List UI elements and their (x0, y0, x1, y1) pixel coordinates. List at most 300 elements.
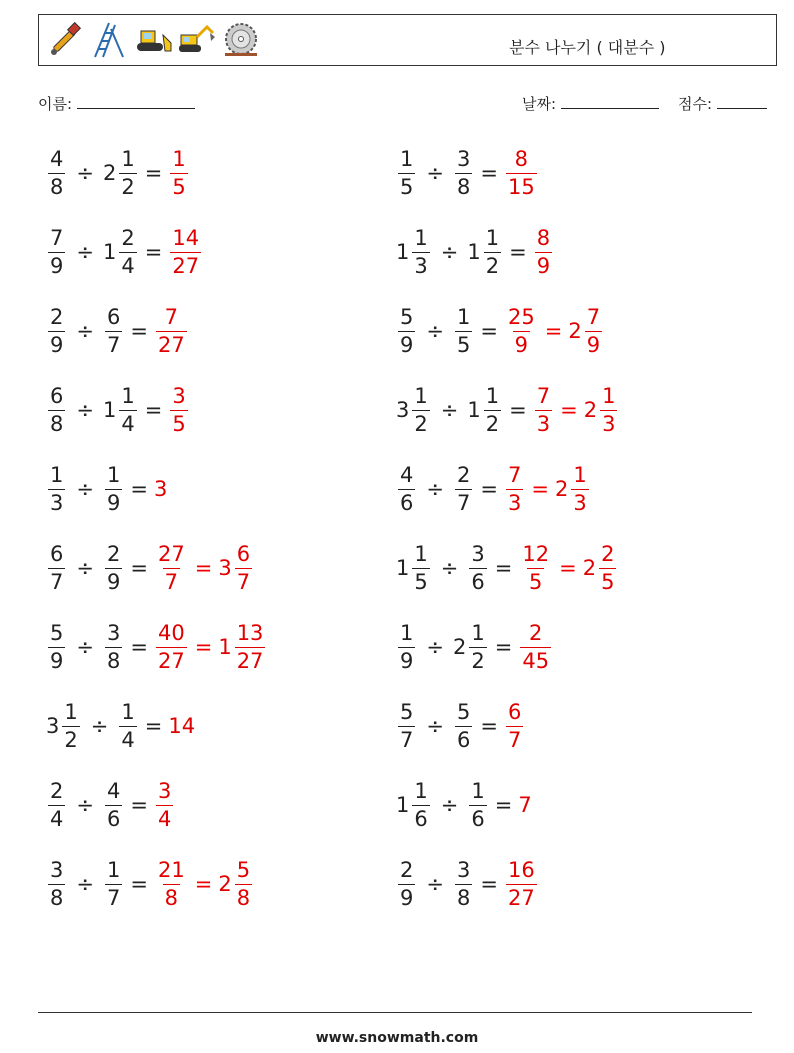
equals-sign: = (494, 556, 513, 580)
answer-numerator: 27 (157, 541, 185, 566)
dividend-numerator: 1 (64, 699, 78, 724)
problem-item (46, 852, 254, 916)
answer-fraction (600, 383, 617, 438)
divisor (453, 462, 474, 517)
dividend-fraction (48, 778, 65, 833)
divide-sign: ÷ (426, 635, 444, 659)
name-blank[interactable] (77, 94, 195, 109)
answer-fraction (156, 304, 187, 359)
dividend (46, 462, 67, 517)
divisor (103, 225, 139, 280)
equals-sign: = (130, 319, 148, 343)
answer-denominator: 27 (236, 648, 264, 673)
divisor-denominator: 7 (456, 490, 471, 515)
equals-sign: = (130, 477, 148, 501)
answer (504, 304, 539, 359)
divisor-numerator: 2 (456, 462, 471, 487)
problem-item (46, 141, 190, 205)
divisor-fraction (455, 857, 472, 912)
divisor (103, 383, 139, 438)
dividend-denominator: 6 (400, 490, 414, 515)
divide-sign: ÷ (426, 714, 444, 738)
divisor-denominator: 6 (471, 806, 485, 831)
divisor (453, 620, 489, 675)
dividend-fraction (412, 778, 429, 833)
divisor-fraction (105, 778, 122, 833)
divisor-numerator: 1 (106, 857, 121, 882)
answer (168, 146, 189, 201)
divisor (467, 225, 503, 280)
divisor (103, 620, 124, 675)
divisor-denominator: 7 (106, 885, 121, 910)
answer (504, 699, 525, 754)
dividend-numerator: 5 (50, 620, 64, 645)
divide-sign: ÷ (76, 161, 94, 185)
footer-divider (38, 1012, 752, 1013)
equals-sign: = (480, 161, 498, 185)
problem-item (396, 615, 553, 679)
answer-equals-sign: = (194, 635, 213, 659)
divisor-numerator: 4 (106, 778, 121, 803)
dividend-denominator: 5 (414, 569, 428, 594)
answer-denominator: 3 (536, 411, 551, 436)
divisor-numerator: 1 (121, 383, 135, 408)
dividend-numerator: 1 (414, 383, 428, 408)
answer-numerator: 14 (172, 225, 200, 250)
divisor-fraction (455, 462, 472, 517)
divisor-denominator: 2 (471, 648, 485, 673)
answer-denominator: 15 (507, 174, 535, 199)
dividend-denominator: 9 (50, 253, 64, 278)
answer-fraction (535, 225, 552, 280)
divide-sign: ÷ (76, 556, 94, 580)
dividend-fraction (48, 225, 65, 280)
dividend (46, 620, 67, 675)
answer-equals-sign: = (194, 556, 213, 580)
dividend-fraction (398, 304, 415, 359)
dividend (396, 146, 417, 201)
dividend (46, 146, 67, 201)
answer-fraction (170, 146, 187, 201)
divide-sign: ÷ (426, 872, 444, 896)
answer (533, 225, 554, 280)
problem-item (396, 299, 604, 363)
equals-sign: = (130, 793, 148, 817)
divisor-numerator: 6 (106, 304, 121, 329)
problem-item (396, 773, 533, 837)
equals-sign: = (480, 319, 498, 343)
answer (504, 146, 539, 201)
divisor-denominator: 6 (456, 727, 471, 752)
divide-sign: ÷ (76, 319, 94, 343)
equals-sign: = (494, 635, 513, 659)
footer-url: www.snowmath.com (315, 1030, 479, 1046)
divide-sign: ÷ (440, 556, 459, 580)
answer-denominator: 27 (157, 332, 185, 357)
divisor (117, 699, 138, 754)
divisor-denominator: 7 (106, 332, 121, 357)
answer-denominator: 7 (164, 569, 179, 594)
divide-sign: ÷ (440, 240, 459, 264)
answer (218, 620, 267, 675)
answer-numerator: 40 (157, 620, 185, 645)
dividend-denominator: 9 (50, 332, 64, 357)
answer-fraction (506, 857, 537, 912)
answer-equals-sign: = (560, 398, 578, 422)
divide-sign: ÷ (426, 161, 444, 185)
problem-item (46, 694, 196, 758)
problem-item (46, 773, 175, 837)
dividend-denominator: 5 (400, 174, 414, 199)
dividend-denominator: 8 (50, 885, 64, 910)
problem-item (396, 536, 618, 600)
saw-blade-icon (221, 21, 261, 59)
answer-fraction (235, 620, 266, 675)
divisor-numerator: 1 (456, 304, 471, 329)
answer (533, 383, 554, 438)
answer-fraction (235, 857, 252, 912)
divisor-whole: 2 (452, 635, 467, 659)
answer-fraction (599, 541, 616, 596)
divisor (103, 462, 124, 517)
answer-numerator: 12 (522, 541, 550, 566)
date-field[interactable] (522, 93, 659, 114)
equals-sign: = (144, 398, 163, 422)
answer (168, 225, 203, 280)
divisor-denominator: 9 (106, 490, 121, 515)
answer-whole: 3 (153, 477, 168, 501)
divisor-whole: 1 (467, 398, 481, 422)
answer-numerator: 21 (157, 857, 185, 882)
answer-numerator: 2 (601, 541, 615, 566)
divisor (453, 304, 474, 359)
dividend (396, 699, 417, 754)
divisor-denominator: 2 (485, 253, 500, 278)
answer-numerator: 1 (602, 383, 616, 408)
answer-fraction (506, 462, 523, 517)
divisor-fraction (455, 304, 472, 359)
divisor-denominator: 8 (456, 174, 471, 199)
divisor-numerator: 3 (456, 857, 471, 882)
answer-fraction (520, 541, 551, 596)
answer-fraction (506, 699, 523, 754)
answer-fraction (585, 304, 602, 359)
answer (518, 541, 553, 596)
answer (154, 304, 189, 359)
answer-denominator: 7 (236, 569, 251, 594)
answer-numerator: 1 (573, 462, 587, 487)
dividend-fraction (412, 541, 429, 596)
answer (568, 304, 604, 359)
dividend (396, 857, 417, 912)
answer-equals-sign: = (544, 319, 563, 343)
divisor (467, 383, 503, 438)
dividend-denominator: 9 (400, 648, 414, 673)
answer-numerator: 7 (507, 462, 522, 487)
equals-sign: = (144, 161, 163, 185)
divisor-fraction (119, 225, 136, 280)
dividend-fraction (48, 146, 65, 201)
dividend-denominator: 3 (414, 253, 428, 278)
divisor (103, 857, 124, 912)
answer-whole: 2 (582, 556, 597, 580)
answer-denominator: 9 (514, 332, 529, 357)
answer-fraction (156, 778, 173, 833)
divisor-numerator: 5 (456, 699, 471, 724)
divisor-denominator: 4 (121, 253, 135, 278)
dividend-denominator: 8 (50, 411, 64, 436)
dividend-fraction (412, 383, 429, 438)
date-blank[interactable] (561, 94, 659, 109)
answer-fraction (156, 857, 187, 912)
dividend-numerator: 1 (400, 146, 414, 171)
divide-sign: ÷ (426, 477, 444, 501)
divisor-denominator: 8 (106, 648, 121, 673)
score-field[interactable] (678, 93, 767, 114)
dividend-numerator: 6 (50, 383, 64, 408)
divisor (103, 778, 124, 833)
dividend-numerator: 4 (400, 462, 414, 487)
problem-item (396, 852, 539, 916)
dividend-denominator: 9 (400, 332, 414, 357)
dividend-numerator: 7 (50, 225, 64, 250)
dividend-fraction (398, 146, 415, 201)
answer-denominator: 9 (536, 253, 551, 278)
answer-whole: 14 (168, 714, 196, 738)
divide-sign: ÷ (76, 635, 94, 659)
answer-whole: 2 (554, 477, 569, 501)
answer-numerator: 7 (586, 304, 601, 329)
pipe-wrench-icon (45, 21, 85, 59)
divisor (103, 541, 124, 596)
divisor (103, 304, 124, 359)
answer-numerator: 13 (236, 620, 264, 645)
answer-denominator: 5 (601, 569, 615, 594)
answer (154, 857, 189, 912)
divisor-numerator: 3 (106, 620, 121, 645)
divisor-denominator: 4 (121, 727, 135, 752)
answer-whole: 2 (218, 872, 232, 896)
answer-numerator: 5 (236, 857, 251, 882)
divide-sign: ÷ (90, 714, 109, 738)
dividend-fraction (48, 462, 65, 517)
answer-denominator: 27 (172, 253, 200, 278)
worksheet-header (38, 14, 777, 66)
dividend-denominator: 9 (400, 885, 414, 910)
answer-denominator: 3 (602, 411, 616, 436)
header-icons (45, 21, 261, 59)
problem-item (396, 457, 591, 521)
answer (504, 857, 539, 912)
dividend-whole: 1 (396, 793, 410, 817)
answer-whole: 2 (568, 319, 582, 343)
divisor (467, 541, 488, 596)
score-label: 점수: (678, 95, 713, 113)
divisor-numerator: 2 (106, 541, 121, 566)
answer-fraction (156, 541, 187, 596)
answer (584, 383, 620, 438)
answer (518, 793, 532, 817)
answer-equals-sign: = (531, 477, 549, 501)
divisor-fraction (105, 857, 122, 912)
problem-item (396, 378, 619, 442)
problem-item (396, 141, 539, 205)
answer-fraction (170, 383, 187, 438)
answer-numerator: 2 (529, 620, 543, 645)
answer-denominator: 27 (507, 885, 535, 910)
dividend-fraction (62, 699, 79, 754)
answer-denominator: 27 (157, 648, 185, 673)
answer (168, 383, 189, 438)
date-label: 날짜: (522, 95, 557, 113)
dividend-denominator: 7 (400, 727, 414, 752)
bulldozer-icon (133, 21, 173, 59)
answer-fraction (506, 146, 537, 201)
equals-sign: = (480, 872, 498, 896)
divisor-fraction (119, 383, 136, 438)
answer-whole: 7 (518, 793, 532, 817)
divisor-fraction (105, 620, 122, 675)
answer-whole: 1 (218, 635, 232, 659)
answer-equals-sign: = (194, 872, 213, 896)
divisor-fraction (484, 383, 501, 438)
answer-numerator: 8 (536, 225, 551, 250)
dividend (396, 383, 432, 438)
equals-sign: = (130, 635, 148, 659)
answer-denominator: 7 (507, 727, 522, 752)
divisor-fraction (469, 541, 486, 596)
dividend (46, 699, 82, 754)
problem-item (46, 378, 190, 442)
answer-fraction (170, 225, 201, 280)
answer-fraction (520, 620, 551, 675)
answer-numerator: 8 (514, 146, 529, 171)
divisor-numerator: 1 (471, 620, 485, 645)
equals-sign: = (144, 240, 163, 264)
divisor (467, 778, 488, 833)
divide-sign: ÷ (440, 398, 459, 422)
divide-sign: ÷ (76, 793, 94, 817)
dividend-whole: 3 (46, 714, 60, 738)
problem-item (46, 536, 254, 600)
answer-denominator: 8 (236, 885, 251, 910)
equals-sign: = (509, 240, 527, 264)
dividend-fraction (398, 462, 415, 517)
dividend-denominator: 2 (414, 411, 428, 436)
answer-numerator: 3 (157, 778, 172, 803)
answer (504, 462, 525, 517)
dividend (396, 541, 432, 596)
answer-denominator: 4 (157, 806, 172, 831)
answer-denominator: 3 (573, 490, 587, 515)
answer (168, 714, 196, 738)
answer-denominator: 3 (507, 490, 522, 515)
excavator-icon (177, 21, 217, 59)
dividend (46, 304, 67, 359)
answer-denominator: 8 (164, 885, 179, 910)
dividend-whole: 3 (396, 398, 410, 422)
dividend-whole: 1 (396, 556, 410, 580)
name-field[interactable] (38, 93, 195, 114)
problem-item (46, 615, 267, 679)
answer (518, 620, 553, 675)
answer-numerator: 7 (536, 383, 551, 408)
answer-whole: 2 (583, 398, 598, 422)
divisor-whole: 1 (102, 398, 117, 422)
equals-sign: = (494, 793, 513, 817)
divisor-fraction (455, 146, 472, 201)
problem-item (46, 457, 168, 521)
dividend-numerator: 1 (414, 225, 428, 250)
dividend-denominator: 2 (64, 727, 78, 752)
divisor-numerator: 1 (485, 383, 500, 408)
equals-sign: = (130, 556, 148, 580)
score-blank[interactable] (717, 94, 767, 109)
dividend-numerator: 2 (400, 857, 414, 882)
answer (218, 541, 254, 596)
dividend-fraction (398, 857, 415, 912)
divisor-fraction (469, 620, 486, 675)
answer-fraction (156, 620, 187, 675)
dividend-denominator: 4 (50, 806, 64, 831)
divisor-fraction (105, 462, 122, 517)
answer-numerator: 7 (164, 304, 179, 329)
divisor (103, 146, 139, 201)
equals-sign: = (509, 398, 527, 422)
dividend-whole: 1 (396, 240, 410, 264)
dividend-denominator: 9 (50, 648, 64, 673)
divisor-numerator: 1 (121, 699, 135, 724)
divisor-numerator: 3 (456, 146, 471, 171)
dividend-numerator: 5 (400, 304, 414, 329)
answer (555, 462, 591, 517)
dividend-numerator: 4 (50, 146, 64, 171)
divisor-fraction (105, 304, 122, 359)
answer (154, 541, 189, 596)
divisor-whole: 1 (102, 240, 117, 264)
divisor-denominator: 6 (471, 569, 485, 594)
answer (154, 778, 175, 833)
equals-sign: = (480, 477, 498, 501)
dividend (46, 383, 67, 438)
answer-numerator: 25 (507, 304, 535, 329)
answer (154, 477, 168, 501)
divisor-numerator: 1 (121, 146, 135, 171)
page-title: 분수 나누기 ( 대분수 ) (509, 38, 666, 57)
divide-sign: ÷ (76, 398, 94, 422)
problem-item (396, 694, 525, 758)
divisor-numerator: 3 (471, 541, 485, 566)
divisor-fraction (469, 778, 486, 833)
divisor-denominator: 2 (121, 174, 135, 199)
dividend (46, 225, 67, 280)
answer-denominator: 9 (586, 332, 601, 357)
answer-denominator: 45 (522, 648, 550, 673)
dividend-fraction (48, 541, 65, 596)
dividend-denominator: 7 (50, 569, 64, 594)
dividend (396, 462, 417, 517)
dividend-fraction (398, 620, 415, 675)
dividend-numerator: 6 (50, 541, 64, 566)
dividend (46, 541, 67, 596)
divide-sign: ÷ (76, 477, 94, 501)
answer-equals-sign: = (559, 556, 577, 580)
divisor-fraction (484, 225, 501, 280)
divide-sign: ÷ (76, 872, 94, 896)
problem-item (46, 220, 203, 284)
dividend-numerator: 1 (414, 541, 428, 566)
divisor-numerator: 1 (485, 225, 500, 250)
